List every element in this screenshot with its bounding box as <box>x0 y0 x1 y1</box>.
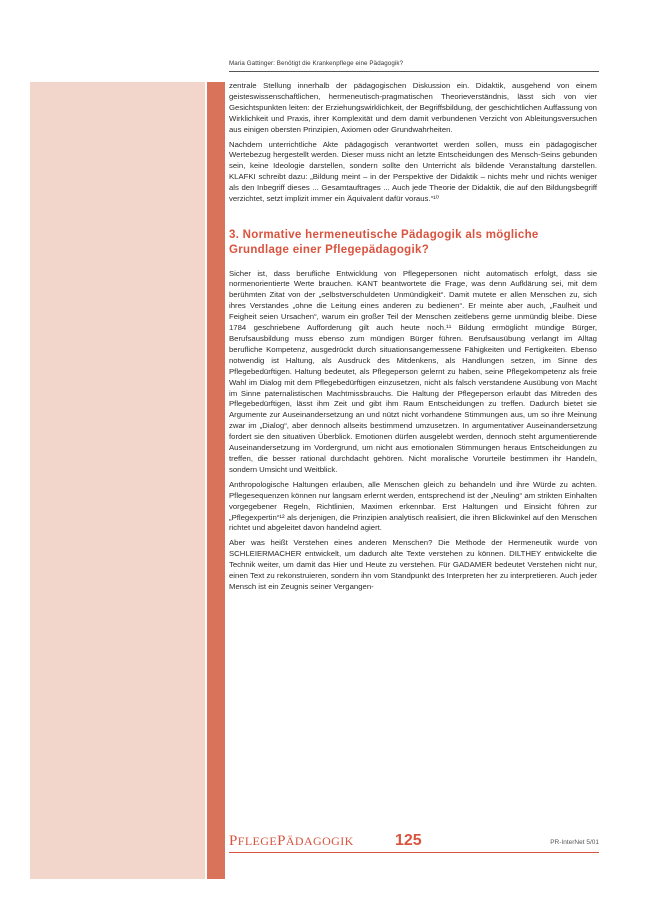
section-heading: 3. Normative hermeneutische Pädagogik als mögliche Grundlage einer Pflegepädagogik? <box>229 228 539 257</box>
journal-title <box>229 833 354 850</box>
running-header: Maria Gattinger: Benötigt die Krankenpflege eine Pädagogik? <box>229 60 404 67</box>
journal-title-part: ÄDAGOGIK <box>285 834 354 848</box>
margin-band <box>30 82 205 879</box>
page-number: 125 <box>395 832 422 849</box>
journal-title-part: FLEGE <box>237 834 278 848</box>
footer-rule <box>229 852 599 853</box>
journal-title-cap: P <box>229 833 238 849</box>
paragraph: Sicher ist, dass berufliche Entwicklung von Pflegepersonen nicht automatisch erfolgt, dass sie normenorientierte Werte brauchen. KANT beantwortete die Frage, was denn Aufklärung sei, mit dem berühmten Zitat von der „selbstverschuldeten Unmündigkeit“. Damit mutete er allen Menschen zu, sich ihres Verstandes „ohne die Leitung eines anderen zu bedienen“. Er meinte aber auch, „Faulheit und Feigheit seien Ursachen“, warum ein großer Teil der Menschen zeitlebens gerne unmündig bleibe. Diese 1784 geschriebene Aufforderung gilt auch heute noch.¹¹ Bildung ermöglicht mündige Bürger, Berufsausbildung muss ebenso zum mündigen Bürger führen. Berufsausübung verlangt im Alltag berufliche Kompetenz, ausgedrückt durch situationsangemessene Fähigkeiten und Fertigkeiten. Ebenso notwendig ist Haltung, als Ausdruck des Mitdenkens, als Handlungen setzen, im Sinne des Pflegebedürftigen. Haltung bedeutet, als Pflegeperson gelernt zu haben, seine Pflegekompetenz als freie Wahl im Dialog mit dem Pflegebedürftigen einzusetzen, nicht als falsch verstandene Ausübung von Macht im Sinne paternalistischen Machtmissbrauchs. Die Haltung der Pflegeperson erlaubt das Mitreden des Pflegebedürftigen, lässt ihm Zeit und gibt ihm Raum Entscheidungen zu treffen. Dadurch bietet sie Argumente zur Auseinandersetzung an und nützt nicht vorhandene Stimmungen aus, um so ihre Meinung zwar im „Dialog“, aber dennoch allseits bestimmend umzusetzen. In argumentativer Auseinandersetzung fordert sie den situativen Überblick. Emotionen dürfen ausgelebt werden, dennoch steht argumentierende Auseinandersetzung im Vordergrund, um nicht aus emotionalen Stimmungen heraus Entscheidungen zu treffen, die besser rational durchdacht gehören. Nicht moralische Vorurteile bestimmen ihr Handeln, sondern Umsicht und Weitblick. <box>229 268 597 474</box>
paragraph: Anthropologische Haltungen erlauben, alle Menschen gleich zu behandeln und ihre Würde zu achten. Pflegesequenzen können nur langsam erlernt werden, entsprechend ist der „Neuling“ am strikten Einhalten vorgegebener Regeln, Richtlinien, Maximen erkennbar. Erst Haltungen und Einsicht führen zur „Pflegexpertin“¹² als derjenigen, die Prinzipien analytisch realisiert, die ihren Blickwinkel auf den Menschen richtet und abgeleitet davon handelnd agiert. <box>229 479 597 533</box>
accent-bar <box>207 82 225 879</box>
journal-title-cap: P <box>277 833 286 849</box>
header-rule <box>229 71 599 72</box>
article-body <box>229 81 597 597</box>
issue-label: PR-InterNet 5/01 <box>550 839 599 846</box>
paragraph: Aber was heißt Verstehen eines anderen Menschen? Die Methode der Hermeneutik wurde von SCHLEIERMACHER entwickelt, um dadurch alte Texte verstehen zu können. DILTHEY entwickelte die Technik weiter, um damit das Hier und Heute zu verstehen. Für GADAMER bedeutet Verstehen nicht nur, einen Text zu rekonstruieren, sondern ihn vom Standpunkt des Interpreten her zu interpretieren. Auch jeder Mensch ist ein Zeugnis seiner Vergangen- <box>229 538 597 591</box>
page-footer <box>229 833 599 853</box>
paragraph: Nachdem unterrichtliche Akte pädagogisch verantwortet werden sollen, muss ein pädagogischer Wertebezug hergestellt werden. Dieser muss nicht an letzte Entscheidungen des Mensch-Seins gebunden sein, keine Ideologie darstellen, sondern sollte den Unterricht als bildende Veranstaltung darstellen. KLAFKI schreibt dazu: „Bildung meint – in der Perspektive der Didaktik – nichts mehr und nichts weniger als den Inbegriff dieses ... Gesamtauftrages ... Auch jede Theorie der Didaktik, die auf den Bildungsbegriff verzichtet, setzt implizit immer ein Äquivalent dafür voraus.“¹⁰ <box>229 139 597 204</box>
paragraph: zentrale Stellung innerhalb der pädagogischen Diskussion ein. Didaktik, ausgehend von einem geisteswissenschaftlichen, hermeneutisch-pragmatischen Theorieverständnis, lässt sich von vier Gesichtspunkten leiten: der Erziehungswirklichkeit, der Begriffsbildung, der geschichtlichen Auffassung von Wirklichkeit und Praxis, ihrer Komplexität und dem damit verbundenen Verzicht von Ableitungsversuchen aus einigen obersten Prinzipien, Axiomen oder Grundwahrheiten. <box>229 81 597 134</box>
